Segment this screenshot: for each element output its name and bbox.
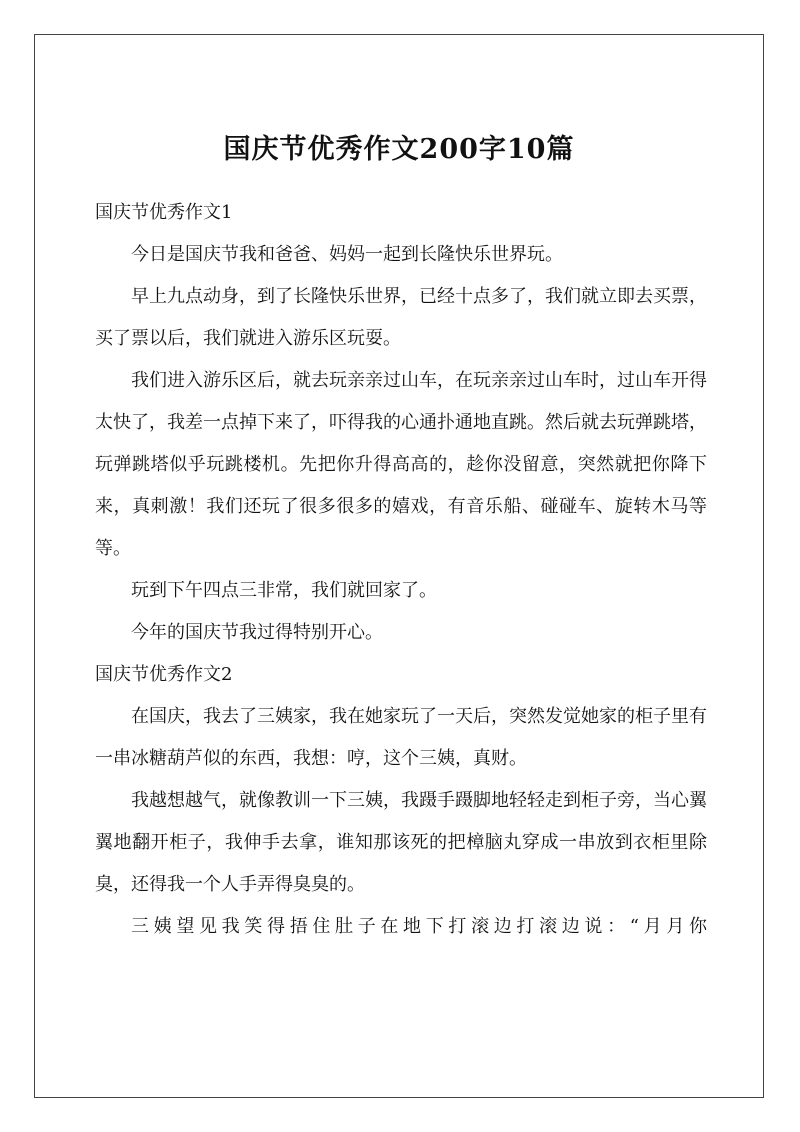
paragraph: 我们进入游乐区后，就去玩亲亲过山车，在玩亲亲过山车时，过山车开得太快了，我差一点掉下来了，吓得我的心通扑通地直跳。然后就去玩弹跳塔，玩弹跳塔似乎玩跳楼机。先把你升得高高的，趁你没留意，突然就把你降下来，真刺激！我们还玩了很多很多的嬉戏，有音乐船、碰碰车、旋转木马等等。: [95, 370, 707, 559]
paragraph: 今日是国庆节我和爸爸、妈妈一起到长隆快乐世界玩。: [131, 244, 563, 265]
document-title: 国庆节优秀作文200字10篇: [223, 134, 575, 165]
section-heading-2: 国庆节优秀作文2: [95, 664, 233, 685]
paragraph-truncated: 三姨望见我笑得捂住肚子在地下打滚边打滚边说：“月月你: [131, 916, 707, 937]
paragraph: 早上九点动身，到了长隆快乐世界，已经十点多了，我们就立即去买票，买了票以后，我们就进入游乐区玩耍。: [95, 286, 707, 349]
paragraph: 今年的国庆节我过得特别开心。: [131, 622, 383, 643]
document-body: [95, 192, 707, 948]
paragraph: 在国庆，我去了三姨家，我在她家玩了一天后，突然发觉她家的柜子里有一串冰糖葫芦似的东西，我想：哼，这个三姨，真财。: [95, 706, 707, 769]
paragraph: 我越想越气，就像教训一下三姨，我蹑手蹑脚地轻轻走到柜子旁，当心翼翼地翻开柜子，我伸手去拿，谁知那该死的把樟脑丸穿成一串放到衣柜里除臭，还得我一个人手弄得臭臭的。: [95, 790, 707, 895]
section-heading-1: 国庆节优秀作文1: [95, 202, 233, 223]
paragraph: 玩到下午四点三非常，我们就回家了。: [131, 580, 437, 601]
document-page: [34, 34, 764, 1098]
